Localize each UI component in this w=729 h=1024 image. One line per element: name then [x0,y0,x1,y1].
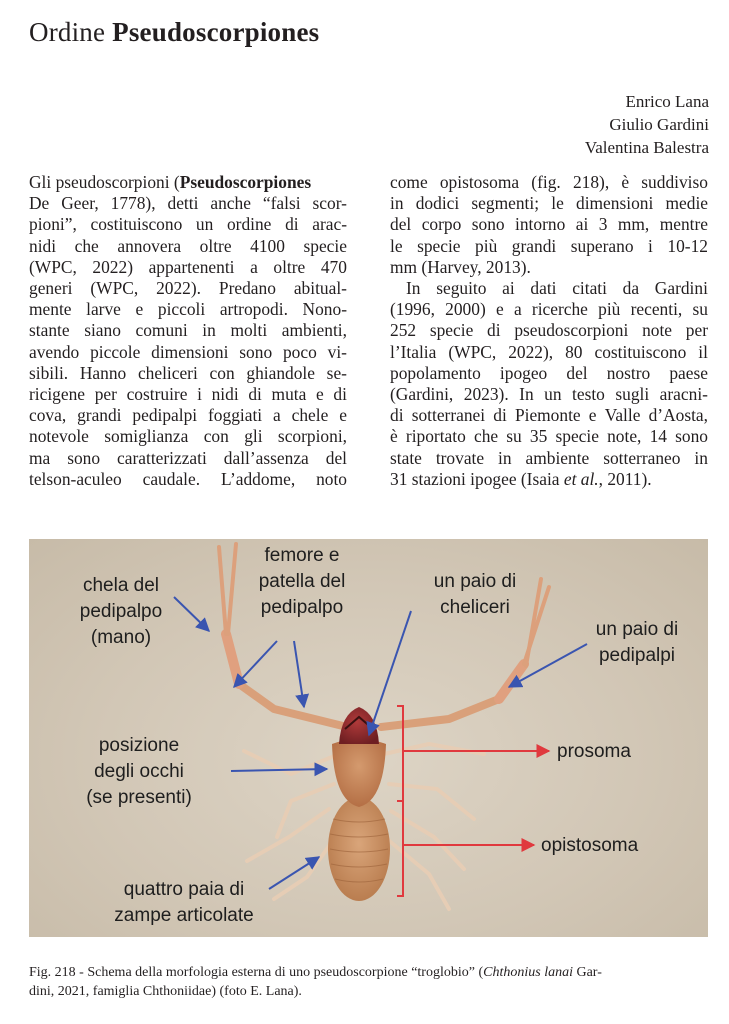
label-occhi-line: degli occhi [94,761,184,782]
text-line: Gli pseudoscorpioni (Pseudoscorpiones [29,172,312,192]
text-line: generi (WPC, 2022). Predano abitual- [29,278,347,299]
text-line: De Geer, 1778), detti anche “falsi scor- [29,193,347,214]
body-region-bracket [397,706,403,896]
label-femore-line: patella del [258,571,346,592]
text-line: pioni”, costituiscono un ordine di arac- [29,214,347,235]
text-line: state trovate in ambiente sotterraneo in [390,447,708,468]
morphology-diagram [29,539,708,937]
text-line: in dodici segmenti; le dimensioni medie [390,193,708,214]
author: Enrico Lana [625,92,709,111]
text-line: ma sono caratterizzati dall’assenza del [29,447,347,468]
author: Giulio Gardini [609,115,709,134]
text-line: (1996, 2000) e a ricerche più recenti, su [390,299,708,320]
label-occhi-line: (se presenti) [86,787,192,808]
label-chela-line: pedipalpo [79,601,163,622]
page-title [29,16,319,48]
body-column-left [29,172,347,490]
label-chela-line: (mano) [90,627,152,648]
label-zampe-line: quattro paia di [123,879,245,900]
text-line: 31 stazioni ipogee (Isaia et al., 2011). [390,468,652,489]
text-line: le specie più grandi superano i 10-12 [390,235,708,256]
authors [585,90,709,159]
text-line: notevole somiglianza con gli scorpioni, [29,426,347,447]
label-zampe-line: zampe articolate [114,905,254,926]
caption-line: dini, 2021, famiglia Chthoniidae) (foto E. Lana). [29,984,302,999]
text-line: telson-aculeo caudale. L’addome, noto [29,468,347,489]
title-prefix: Ordine [29,17,106,47]
label-pedipalpi-line: pedipalpi [598,645,676,666]
text-line: cova, grandi pedipalpi foggiati a chele e [29,405,347,426]
text-line: è riportato che su 35 specie note, 14 sono [390,426,708,447]
label-opistosoma: opistosoma [541,835,639,856]
prosoma [332,739,386,807]
label-cheliceri-line: cheliceri [440,597,510,618]
caption-line: Fig. 218 - Schema della morfologia esterna di uno pseudoscorpione “troglobio” (Chthonius lanai Gar- [29,965,602,980]
text-line: mente larve e piccoli artropodi. Nono- [29,299,347,320]
label-chela-line: chela del [82,575,160,596]
label-prosoma: prosoma [557,741,631,762]
text-line: ricigene per costruire i nidi di muta e di [29,384,347,405]
text-line: (WPC, 2022) appartenenti a oltre 470 [29,256,347,277]
text-line: di sotterranei di Piemonte e Valle d’Aosta, [390,405,708,426]
label-femore-line: pedipalpo [260,597,344,618]
text-line: del corpo sono intorno ai 3 mm, mentre [390,214,708,235]
title-taxon: Pseudoscorpiones [112,17,320,47]
text-line: come opistosoma (fig. 218), è suddiviso [390,172,708,192]
label-occhi-line: posizione [98,735,180,756]
text-line: mm (Harvey, 2013). [390,256,531,277]
text-line: l’Italia (WPC, 2022), 80 costituiscono il [390,341,708,362]
author: Valentina Balestra [584,138,709,157]
label-cheliceri-line: un paio di [433,571,517,592]
body [328,707,390,901]
figure-caption [29,963,709,1001]
label-pedipalpi-line: un paio di [595,619,679,640]
label-femore-line: femore e [264,545,340,566]
text-line: sibili. Hanno cheliceri con ghiandole se- [29,362,347,383]
text-line: stante siano comuni in molti ambienti, [29,320,347,341]
text-line: nidi che annovera oltre 4100 specie [29,235,347,256]
text-line: In seguito ai dati citati da Gardini [406,278,708,299]
body-column-right [390,172,708,490]
opisthosoma [328,797,390,901]
text-line: 252 specie di pseudoscorpioni note per [390,320,708,341]
text-line: popolamento ipogeo del nostro paese [390,362,708,383]
text-line: avendo piccole dimensioni sono poco vi- [29,341,347,362]
figure-pseudoscorpion-photo [29,539,708,937]
text-line: (Gardini, 2023). In un testo sugli aracni- [390,384,708,405]
